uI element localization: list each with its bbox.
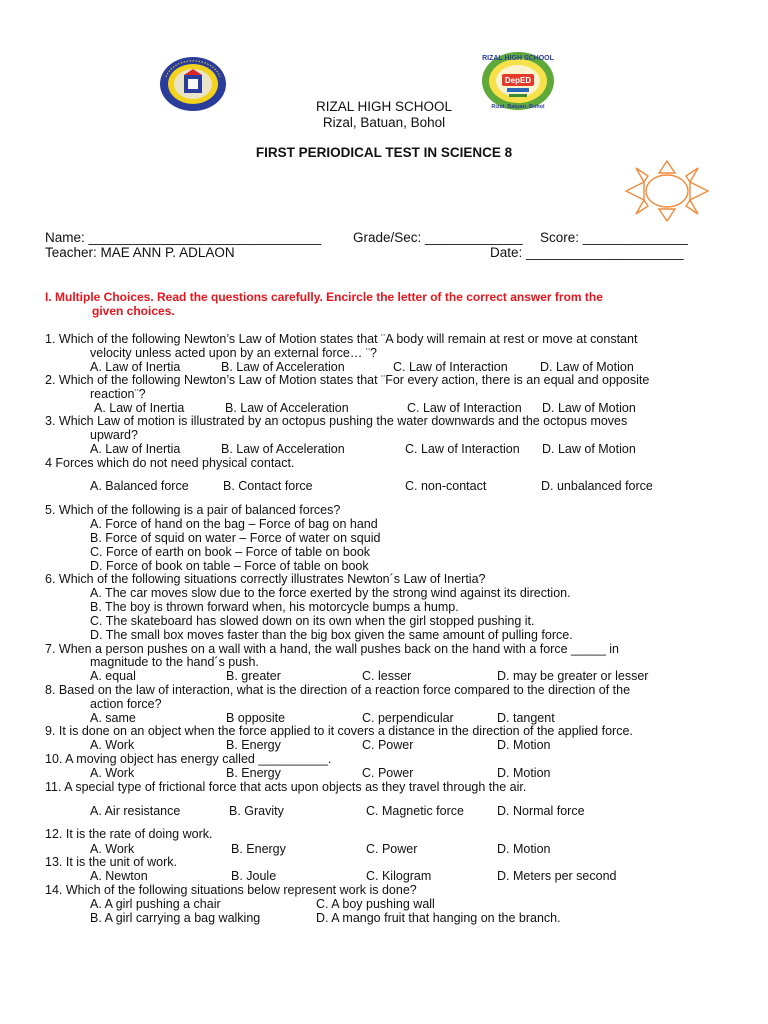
q13-option-a[interactable]: A. Newton [90,869,148,883]
q9-option-c[interactable]: C. Power [362,738,414,752]
q13-option-b[interactable]: B. Joule [231,869,277,883]
school-address: Rizal, Batuan, Bohol [322,115,446,130]
instructions-line1: I. Multiple Choices. Read the questions carefully. Encircle the letter of the correct answer from the [45,290,603,304]
q9-option-a[interactable]: A. Work [90,738,135,752]
question-9: 9. It is done on an object when the force applied to it covers a distance in the direction of the applied force. [45,724,633,738]
q4-option-d[interactable]: D. unbalanced force [541,479,653,493]
q13-option-d[interactable]: D. Meters per second [497,869,617,883]
q8-option-b[interactable]: B opposite [226,711,286,725]
q6-option-c[interactable]: C. The skateboard has slowed down on its own when the girl stopped pushing it. [90,614,535,628]
q6-option-d[interactable]: D. The small box moves faster than the big box given the same amount of pulling force. [90,628,573,642]
test-title: FIRST PERIODICAL TEST IN SCIENCE 8 [255,145,513,160]
q1-option-d[interactable]: D. Law of Motion [540,360,634,374]
q1-option-a[interactable]: A. Law of Inertia [90,360,181,374]
q12-option-b[interactable]: B. Energy [231,842,286,856]
sun-icon [622,160,712,222]
q3-option-d[interactable]: D. Law of Motion [542,442,636,456]
q5-option-b[interactable]: B. Force of squid on water – Force of water on squid [90,531,381,545]
q4-option-a[interactable]: A. Balanced force [90,479,189,493]
question-4: 4 Forces which do not need physical contact. [45,456,295,470]
q6-option-a[interactable]: A. The car moves slow due to the force exerted by the strong wind against its direction. [90,586,571,600]
q8-option-a[interactable]: A. same [90,711,136,725]
q12-option-a[interactable]: A. Work [90,842,135,856]
q7-option-a[interactable]: A. equal [90,669,136,683]
school-seal-top-text: RIZAL HIGH SCHOOL [482,55,554,62]
question-5: 5. Which of the following is a pair of balanced forces? [45,503,341,517]
q3-option-c[interactable]: C. Law of Interaction [405,442,520,456]
q11-option-d[interactable]: D. Normal force [497,804,585,818]
instructions-line2: given choices. [92,304,175,318]
question-7-cont: magnitude to the hand´s push. [90,655,259,669]
q9-option-b[interactable]: B. Energy [226,738,281,752]
school-seal-bottom-text: Rizal, Batuan, Bohol [491,104,545,110]
question-1: 1. Which of the following Newton’s Law of Motion states that ¨A body will remain at rest or move at constant [45,332,638,346]
question-14: 14. Which of the following situations below represent work is done? [45,883,417,897]
question-3: 3. Which Law of motion is illustrated by an octopus pushing the water downwards and the octopus moves [45,414,628,428]
q2-option-b[interactable]: B. Law of Acceleration [225,401,349,415]
q2-option-c[interactable]: C. Law of Interaction [407,401,522,415]
q14-option-c[interactable]: C. A boy pushing wall [316,897,435,911]
question-3-cont: upward? [90,428,138,442]
q11-option-a[interactable]: A. Air resistance [90,804,181,818]
q12-option-c[interactable]: C. Power [366,842,418,856]
teacher-field: Teacher: MAE ANN P. ADLAON [45,245,235,260]
question-13: 13. It is the unit of work. [45,855,178,869]
q11-option-c[interactable]: C. Magnetic force [366,804,464,818]
q4-option-b[interactable]: B. Contact force [223,479,313,493]
question-6: 6. Which of the following situations correctly illustrates Newton´s Law of Inertia? [45,572,486,586]
q10-option-b[interactable]: B. Energy [226,766,281,780]
q7-option-b[interactable]: B. greater [226,669,281,683]
q10-option-d[interactable]: D. Motion [497,766,551,780]
q1-option-c[interactable]: C. Law of Interaction [393,360,508,374]
question-8-cont: action force? [90,697,162,711]
question-2: 2. Which of the following Newton’s Law of Motion states that ¨For every action, there is an equal and opposite [45,373,650,387]
q6-option-b[interactable]: B. The boy is thrown forward when, his motorcycle bumps a hump. [90,600,459,614]
question-10: 10. A moving object has energy called __________. [45,752,332,766]
q9-option-d[interactable]: D. Motion [497,738,551,752]
q5-option-c[interactable]: C. Force of earth on book – Force of table on book [90,545,371,559]
q3-option-b[interactable]: B. Law of Acceleration [221,442,345,456]
q3-option-a[interactable]: A. Law of Inertia [90,442,181,456]
q11-option-b[interactable]: B. Gravity [229,804,284,818]
grade-field: Grade/Sec: _____________ [353,230,523,245]
q5-option-a[interactable]: A. Force of hand on the bag – Force of bag on hand [90,517,378,531]
q12-option-d[interactable]: D. Motion [497,842,551,856]
q14-option-d[interactable]: D. A mango fruit that hanging on the branch. [316,911,561,925]
question-1-cont: velocity unless acted upon by an external force… ¨? [90,346,377,360]
q7-option-c[interactable]: C. lesser [362,669,412,683]
name-field: Name: _______________________________ [45,230,322,245]
question-12: 12. It is the rate of doing work. [45,827,213,841]
q4-option-c[interactable]: C. non-contact [405,479,487,493]
instructions [45,290,705,318]
q10-option-a[interactable]: A. Work [90,766,135,780]
question-8: 8. Based on the law of interaction, what is the direction of a reaction force compared to the direction of the [45,683,631,697]
q2-option-a[interactable]: A. Law of Inertia [94,401,185,415]
q13-option-c[interactable]: C. Kilogram [366,869,432,883]
q7-option-d[interactable]: D. may be greater or lesser [497,669,649,683]
q10-option-c[interactable]: C. Power [362,766,414,780]
q14-option-b[interactable]: B. A girl carrying a bag walking [90,911,261,925]
q2-option-d[interactable]: D. Law of Motion [542,401,636,415]
q1-option-b[interactable]: B. Law of Acceleration [221,360,345,374]
date-field: Date: _____________________ [490,245,684,260]
q8-option-d[interactable]: D. tangent [497,711,555,725]
question-7: 7. When a person pushes on a wall with a hand, the wall pushes back on the hand with a force _____ in [45,642,619,656]
school-name: RIZAL HIGH SCHOOL [315,99,453,114]
question-2-cont: reaction¨? [90,387,146,401]
q14-option-a[interactable]: A. A girl pushing a chair [90,897,221,911]
q8-option-c[interactable]: C. perpendicular [362,711,454,725]
q5-option-d[interactable]: D. Force of book on table – Force of table on book [90,559,369,573]
score-field: Score: ______________ [540,230,688,245]
question-11: 11. A special type of frictional force that acts upon objects as they travel through the air. [45,780,527,794]
school-seal-center-text: DepED [504,76,532,85]
